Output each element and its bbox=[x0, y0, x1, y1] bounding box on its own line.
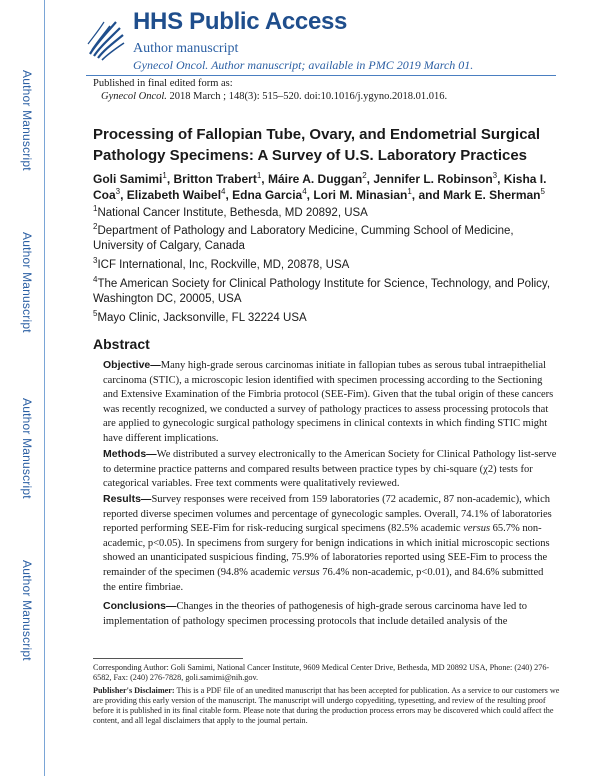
article-title: Processing of Fallopian Tube, Ovary, and Endometrial Surgical Pathology Specimens: A Survey of U.S. Laboratory Practices bbox=[93, 126, 541, 164]
side-label-author-manuscript: Author Manuscript bbox=[20, 70, 34, 171]
left-margin-rule bbox=[44, 0, 45, 776]
author: Elizabeth Waibel$^4$, bbox=[126, 187, 233, 202]
header-rule bbox=[86, 75, 556, 76]
author: Lori M. Minasian$^1$, and bbox=[313, 187, 444, 202]
footnote bbox=[93, 663, 563, 729]
publisher-disclaimer: Publisher's Disclaimer: This is a PDF file of an unedited manuscript that has been accepted for publication. As a service to our customers we are providing this early version of the manuscript. The manuscript will undergo copyediting, typesetting, and review of the resulting proof before it is published in its final citable form. Please note that during the production process errors may be discovered which could affect the content, and all legal disclaimers that apply to the journal pertain. bbox=[93, 685, 560, 726]
published-in-label: Published in final edited form as: bbox=[93, 78, 233, 89]
abstract-results: Results—Survey responses were received from 159 laboratories (72 academic, 87 non-academic), which reported diverse specimen volumes and percentage of gynecologic samples. Overall, 74.1% of laboratories reported performing SEE-Fim for risk-reducing surgical specimens (82.5% academic versus 65.7% non-academic, p<0.05). In specimens from surgery for benign indications in which initial microscopic sections showed an unanticipated suspicious finding, 75.9% of laboratories reported using SEE-Fim to process the remainder of the specimen (94.8% academic versus 76.4% non-academic, p<0.01), and 84.6% submitted the entire fimbriae. bbox=[103, 493, 552, 593]
affiliation: $^1$National Cancer Institute, Bethesda, MD 20892, USA bbox=[93, 204, 368, 219]
author-list bbox=[93, 171, 563, 203]
author: Jennifer L. Robinson$^3$, bbox=[373, 171, 504, 186]
journal-availability-line: Gynecol Oncol. Author manuscript; available in PMC 2019 March 01. bbox=[133, 58, 474, 72]
abstract-objective: Objective—Many high-grade serous carcinomas initiate in fallopian tubes as serous tubal intraepithelial carcinoma (STIC), a microscopic lesion identified with specimen processing according to the Sectioning and Extensive Examination of the Fimbria protocol (SEE-Fim). Given that the tubal origin of these cancers was recently recognized, we conducted a survey of pathology practices to assess processing protocols that are applied to gynecologic surgical pathology specimens in clinical contexts in which finding STIC might have different implications. bbox=[103, 359, 554, 444]
affiliation: $^2$Department of Pathology and Laboratory Medicine, Cumming School of Medicine, University of Calgary, Canada bbox=[93, 222, 514, 252]
author: Mark E. Sherman$^5$ bbox=[443, 187, 545, 202]
author: Edna Garcia$^4$, bbox=[232, 187, 314, 202]
hhs-public-access-title: HHS Public Access bbox=[133, 8, 348, 35]
side-label-author-manuscript: Author Manuscript bbox=[20, 398, 34, 499]
author: Máire A. Duggan$^2$, bbox=[267, 171, 374, 186]
author-manuscript-label: Author manuscript bbox=[133, 41, 239, 56]
citation-line: Gynecol Oncol. 2018 March ; 148(3): 515–520. doi:10.1016/j.ygyno.2018.01.016. bbox=[101, 91, 448, 102]
hhs-eagle-logo-icon bbox=[86, 14, 126, 62]
corresponding-author-note: Corresponding Author: Goli Samimi, National Cancer Institute, 9609 Medical Center Drive, Bethesda, MD 20892 USA, Phone: (240) 276-6582, Fax: (240) 276-7828, goli.samimi@nih.gov. bbox=[93, 663, 550, 683]
publication-info bbox=[93, 77, 447, 103]
author: Britton Trabert$^1$, bbox=[173, 171, 268, 186]
abstract-heading: Abstract bbox=[93, 336, 150, 352]
affiliation: $^5$Mayo Clinic, Jacksonville, FL 32224 USA bbox=[93, 309, 307, 324]
side-label-author-manuscript: Author Manuscript bbox=[20, 560, 34, 661]
footnote-rule bbox=[93, 658, 243, 659]
author: Goli Samimi$^1$, bbox=[93, 171, 174, 186]
author: Kisha I. Coa$^3$, bbox=[93, 172, 547, 202]
abstract-methods: Methods—We distributed a survey electronically to the American Society for Clinical Pathology list-serve to determine practice patterns and compared results between practice types by chi-square (χ2) tests for categorical variables. Free text comments were qualitatively reviewed. bbox=[103, 448, 557, 490]
abstract-conclusions: Conclusions—Changes in the theories of pathogenesis of high-grade serous carcinoma have led to implementation of pathology specimen processing protocols that include detailed analysis of the bbox=[103, 600, 527, 627]
affiliation: $^4$The American Society for Clinical Pathology Institute for Science, Technology, and Policy, Washington DC, 20005, USA bbox=[93, 275, 551, 305]
affiliation: $^3$ICF International, Inc, Rockville, MD, 20878, USA bbox=[93, 256, 350, 271]
side-label-author-manuscript: Author Manuscript bbox=[20, 232, 34, 333]
